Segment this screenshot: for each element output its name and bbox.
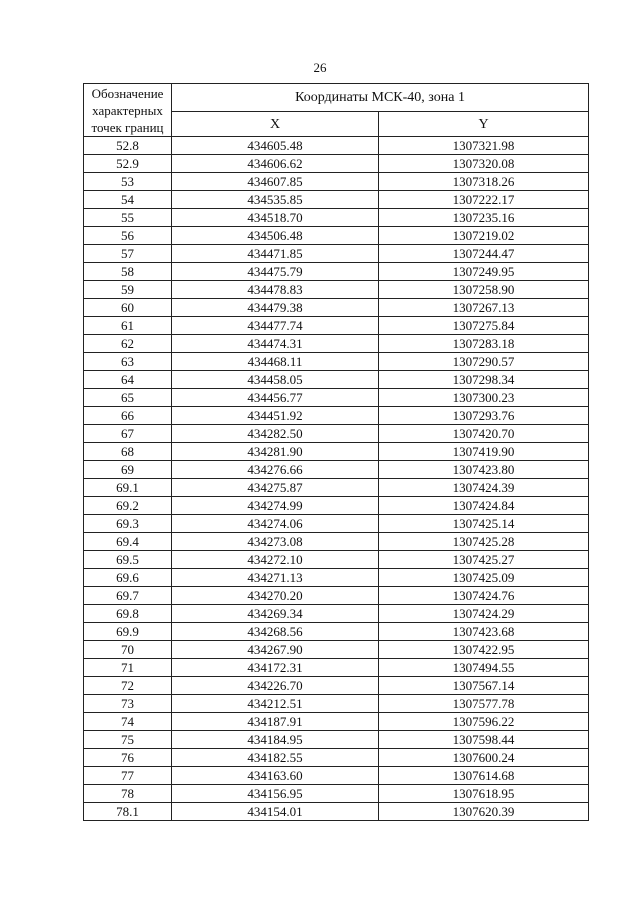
point-id-cell: 58	[84, 263, 172, 281]
y-coordinate-cell: 1307596.22	[379, 713, 589, 731]
x-coordinate-cell: 434275.87	[172, 479, 379, 497]
x-coordinate-cell: 434468.11	[172, 353, 379, 371]
table-row	[84, 461, 589, 479]
y-coordinate-cell: 1307614.68	[379, 767, 589, 785]
table-row	[84, 515, 589, 533]
x-coordinate-cell: 434187.91	[172, 713, 379, 731]
point-id-cell: 54	[84, 191, 172, 209]
point-id-cell: 77	[84, 767, 172, 785]
y-coordinate-cell: 1307258.90	[379, 281, 589, 299]
table-row	[84, 785, 589, 803]
y-coordinate-cell: 1307300.23	[379, 389, 589, 407]
coordinates-group-header: Координаты МСК-40, зона 1	[172, 84, 589, 112]
x-coordinate-cell: 434471.85	[172, 245, 379, 263]
point-id-cell: 60	[84, 299, 172, 317]
table-row	[84, 425, 589, 443]
table-row	[84, 659, 589, 677]
x-coordinate-cell: 434274.99	[172, 497, 379, 515]
y-coordinate-cell: 1307618.95	[379, 785, 589, 803]
coordinates-table	[83, 83, 589, 821]
x-coordinate-cell: 434184.95	[172, 731, 379, 749]
y-coordinate-cell: 1307267.13	[379, 299, 589, 317]
point-id-cell: 62	[84, 335, 172, 353]
point-id-cell: 65	[84, 389, 172, 407]
y-coordinate-cell: 1307222.17	[379, 191, 589, 209]
y-coordinate-cell: 1307620.39	[379, 803, 589, 821]
point-id-cell: 69.8	[84, 605, 172, 623]
y-coordinate-cell: 1307244.47	[379, 245, 589, 263]
point-id-cell: 57	[84, 245, 172, 263]
x-coordinate-cell: 434281.90	[172, 443, 379, 461]
point-id-cell: 78	[84, 785, 172, 803]
point-id-cell: 56	[84, 227, 172, 245]
point-id-cell: 74	[84, 713, 172, 731]
point-id-cell: 68	[84, 443, 172, 461]
table-row	[84, 137, 589, 155]
y-coordinate-cell: 1307293.76	[379, 407, 589, 425]
point-id-cell: 76	[84, 749, 172, 767]
x-coordinate-cell: 434269.34	[172, 605, 379, 623]
point-id-cell: 73	[84, 695, 172, 713]
y-coordinate-cell: 1307423.80	[379, 461, 589, 479]
y-coordinate-cell: 1307290.57	[379, 353, 589, 371]
table-row	[84, 677, 589, 695]
point-id-cell: 55	[84, 209, 172, 227]
y-coordinate-cell: 1307598.44	[379, 731, 589, 749]
table-row	[84, 551, 589, 569]
table-row	[84, 299, 589, 317]
table-header	[84, 84, 589, 137]
point-id-cell: 69.6	[84, 569, 172, 587]
y-coordinate-cell: 1307423.68	[379, 623, 589, 641]
x-coordinate-cell: 434478.83	[172, 281, 379, 299]
x-coordinate-cell: 434268.56	[172, 623, 379, 641]
table-row	[84, 191, 589, 209]
table-row	[84, 353, 589, 371]
x-coordinate-cell: 434282.50	[172, 425, 379, 443]
table-row	[84, 749, 589, 767]
table-row	[84, 407, 589, 425]
table-row	[84, 731, 589, 749]
x-coordinate-cell: 434605.48	[172, 137, 379, 155]
point-id-cell: 69.5	[84, 551, 172, 569]
point-id-cell: 75	[84, 731, 172, 749]
table-row	[84, 209, 589, 227]
x-coordinate-cell: 434274.06	[172, 515, 379, 533]
point-id-cell: 69.1	[84, 479, 172, 497]
y-coordinate-cell: 1307577.78	[379, 695, 589, 713]
point-id-cell: 66	[84, 407, 172, 425]
table-row	[84, 245, 589, 263]
x-coordinate-cell: 434154.01	[172, 803, 379, 821]
y-coordinate-cell: 1307494.55	[379, 659, 589, 677]
y-coordinate-cell: 1307425.27	[379, 551, 589, 569]
y-coordinate-cell: 1307424.76	[379, 587, 589, 605]
point-id-header-line1: Обозначение	[91, 85, 164, 101]
x-coordinate-cell: 434267.90	[172, 641, 379, 659]
x-coordinate-cell: 434458.05	[172, 371, 379, 389]
point-id-cell: 69.2	[84, 497, 172, 515]
table-row	[84, 281, 589, 299]
table-row	[84, 623, 589, 641]
x-coordinate-cell: 434226.70	[172, 677, 379, 695]
x-coordinate-cell: 434271.13	[172, 569, 379, 587]
x-coordinate-cell: 434451.92	[172, 407, 379, 425]
y-coordinate-cell: 1307425.09	[379, 569, 589, 587]
point-id-cell: 52.8	[84, 137, 172, 155]
y-coordinate-cell: 1307424.29	[379, 605, 589, 623]
point-id-cell: 52.9	[84, 155, 172, 173]
x-coordinate-cell: 434456.77	[172, 389, 379, 407]
x-coordinate-cell: 434479.38	[172, 299, 379, 317]
y-coordinate-cell: 1307424.39	[379, 479, 589, 497]
point-id-cell: 59	[84, 281, 172, 299]
table-row	[84, 443, 589, 461]
point-id-header	[84, 84, 172, 137]
table-row	[84, 803, 589, 821]
table-row	[84, 533, 589, 551]
x-coordinate-cell: 434270.20	[172, 587, 379, 605]
y-coordinate-cell: 1307235.16	[379, 209, 589, 227]
x-coordinate-cell: 434474.31	[172, 335, 379, 353]
point-id-cell: 72	[84, 677, 172, 695]
point-id-cell: 63	[84, 353, 172, 371]
y-coordinate-cell: 1307249.95	[379, 263, 589, 281]
point-id-cell: 53	[84, 173, 172, 191]
y-coordinate-cell: 1307425.28	[379, 533, 589, 551]
x-coordinate-cell: 434535.85	[172, 191, 379, 209]
y-coordinate-cell: 1307424.84	[379, 497, 589, 515]
x-coordinate-cell: 434212.51	[172, 695, 379, 713]
y-coordinate-cell: 1307321.98	[379, 137, 589, 155]
table-row	[84, 389, 589, 407]
table-row	[84, 227, 589, 245]
point-id-header-line3: точек границ	[91, 119, 164, 135]
point-id-cell: 64	[84, 371, 172, 389]
y-coordinate-cell: 1307419.90	[379, 443, 589, 461]
table-row	[84, 155, 589, 173]
table-row	[84, 605, 589, 623]
x-coordinate-cell: 434606.62	[172, 155, 379, 173]
point-id-cell: 61	[84, 317, 172, 335]
point-id-cell: 69.4	[84, 533, 172, 551]
table-row	[84, 317, 589, 335]
y-coordinate-cell: 1307283.18	[379, 335, 589, 353]
table-row	[84, 497, 589, 515]
table-row	[84, 569, 589, 587]
point-id-cell: 70	[84, 641, 172, 659]
table-row	[84, 587, 589, 605]
x-coordinate-cell: 434477.74	[172, 317, 379, 335]
x-coordinate-cell: 434506.48	[172, 227, 379, 245]
table-row	[84, 695, 589, 713]
x-coordinate-cell: 434475.79	[172, 263, 379, 281]
y-coordinate-cell: 1307318.26	[379, 173, 589, 191]
y-coordinate-cell: 1307275.84	[379, 317, 589, 335]
x-coordinate-cell: 434607.85	[172, 173, 379, 191]
x-coordinate-cell: 434276.66	[172, 461, 379, 479]
point-id-cell: 78.1	[84, 803, 172, 821]
table-row	[84, 479, 589, 497]
y-coordinate-cell: 1307425.14	[379, 515, 589, 533]
x-coordinate-cell: 434163.60	[172, 767, 379, 785]
point-id-cell: 69.7	[84, 587, 172, 605]
y-column-header: Y	[379, 112, 589, 137]
x-coordinate-cell: 434273.08	[172, 533, 379, 551]
point-id-cell: 69.3	[84, 515, 172, 533]
table-row	[84, 641, 589, 659]
y-coordinate-cell: 1307219.02	[379, 227, 589, 245]
y-coordinate-cell: 1307567.14	[379, 677, 589, 695]
point-id-cell: 67	[84, 425, 172, 443]
table-row	[84, 767, 589, 785]
table-row	[84, 713, 589, 731]
page-number: 26	[313, 60, 327, 75]
x-column-header: X	[172, 112, 379, 137]
x-coordinate-cell: 434156.95	[172, 785, 379, 803]
y-coordinate-cell: 1307298.34	[379, 371, 589, 389]
y-coordinate-cell: 1307420.70	[379, 425, 589, 443]
y-coordinate-cell: 1307600.24	[379, 749, 589, 767]
x-coordinate-cell: 434272.10	[172, 551, 379, 569]
table-row	[84, 335, 589, 353]
point-id-cell: 69	[84, 461, 172, 479]
point-id-cell: 69.9	[84, 623, 172, 641]
x-coordinate-cell: 434172.31	[172, 659, 379, 677]
table-body	[84, 137, 589, 821]
x-coordinate-cell: 434518.70	[172, 209, 379, 227]
y-coordinate-cell: 1307320.08	[379, 155, 589, 173]
point-id-header-line2: характерных	[92, 102, 163, 118]
x-coordinate-cell: 434182.55	[172, 749, 379, 767]
table-row	[84, 371, 589, 389]
table-row	[84, 263, 589, 281]
y-coordinate-cell: 1307422.95	[379, 641, 589, 659]
point-id-cell: 71	[84, 659, 172, 677]
table-row	[84, 173, 589, 191]
